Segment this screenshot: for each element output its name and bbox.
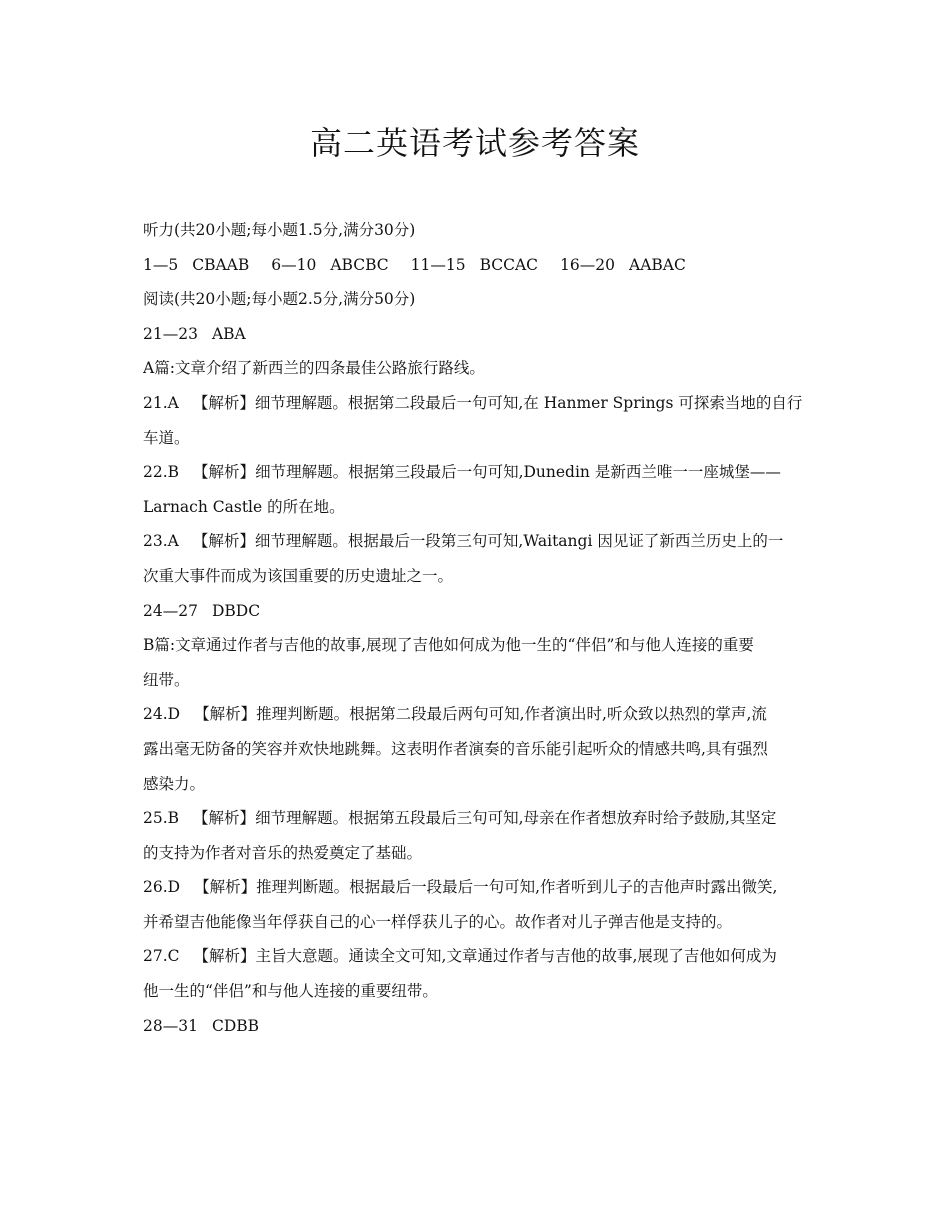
question-number: 21.A: [143, 393, 179, 412]
answer-key: CDBB: [211, 1016, 260, 1035]
question-number: 27.C: [143, 947, 180, 966]
question-24-line-3: 感染力。: [143, 774, 206, 793]
answer-group-28-31: [143, 1009, 813, 1044]
question-number: 23.A: [143, 532, 179, 551]
answer-range: 6—10: [271, 255, 317, 274]
reading-header: 阅读(共20小题;每小题2.5分,满分50分): [143, 290, 416, 309]
question-23-line-2: 次重大事件而成为该国重要的历史遗址之一。: [143, 566, 454, 585]
answer-key: AABAC: [629, 255, 686, 274]
answer-key: CBAAB: [192, 255, 250, 274]
answer-range: 1—5: [143, 255, 179, 274]
page-title: 高二英语考试参考答案: [309, 124, 640, 162]
question-21-line-2: 车道。: [143, 428, 190, 447]
answer-group-21-23: [143, 317, 813, 352]
answer-key: ABCBC: [330, 255, 389, 274]
question-21-line-1: [143, 386, 813, 421]
question-number: 24.D: [143, 705, 181, 724]
question-26-line-2: 并希望吉他能像当年俘获自己的心一样俘获儿子的心。故作者对儿子弹吉他是支持的。: [143, 912, 733, 931]
question-25-line-1: [143, 801, 813, 836]
answer-content: [143, 213, 813, 1043]
question-26-line-1: [143, 870, 813, 905]
analysis-tag: 【解析】: [192, 532, 255, 551]
answer-range: 28—31: [143, 1016, 198, 1035]
answer-key: BCCAC: [479, 255, 539, 274]
answer-key: DBDC: [211, 601, 261, 620]
passage-a-summary: A篇:文章介绍了新西兰的四条最佳公路旅行路线。: [143, 359, 485, 378]
analysis-text: 主旨大意题。通读全文可知,文章通过作者与吉他的故事,展现了吉他如何成为: [255, 947, 777, 966]
answer-range: 11—15: [410, 255, 466, 274]
question-27-line-1: [143, 939, 813, 974]
question-23-line-1: [143, 524, 813, 559]
answer-group-24-27: [143, 594, 813, 629]
analysis-text: 细节理解题。根据第五段最后三句可知,母亲在作者想放弃时给予鼓励,其坚定: [255, 809, 777, 828]
answer-range: 24—27: [143, 601, 198, 620]
listening-header: 听力(共20小题;每小题1.5分,满分30分): [143, 221, 416, 239]
question-22-line-1: [143, 455, 813, 490]
question-number: 22.B: [143, 463, 180, 482]
analysis-text: 推理判断题。根据最后一段最后一句可知,作者听到儿子的吉他声时露出微笑,: [256, 878, 778, 897]
passage-b-summary-line-2: 纽带。: [143, 670, 190, 689]
question-25-line-2: 的支持为作者对音乐的热爱奠定了基础。: [143, 843, 423, 862]
analysis-tag: 【解析】: [194, 878, 257, 897]
listening-answers: [143, 248, 813, 283]
answer-key: ABA: [211, 324, 246, 343]
analysis-tag: 【解析】: [193, 809, 256, 828]
question-number: 26.D: [143, 878, 181, 897]
analysis-text: 细节理解题。根据第二段最后一句可知,在 Hanmer Springs 可探索当地的自行: [254, 393, 803, 412]
question-27-line-2: 他一生的“伴侣”和与他人连接的重要纽带。: [143, 982, 438, 1001]
question-24-line-1: [143, 697, 813, 732]
analysis-text: 细节理解题。根据第三段最后一句可知,Dunedin 是新西兰唯一一座城堡——: [255, 463, 781, 482]
passage-b-summary-line-1: B篇:文章通过作者与吉他的故事,展现了吉他如何成为他一生的“伴侣”和与他人连接的重要: [143, 636, 754, 655]
question-number: 25.B: [143, 809, 180, 828]
analysis-tag: 【解析】: [193, 947, 256, 966]
analysis-text: 推理判断题。根据第二段最后两句可知,作者演出时,听众致以热烈的掌声,流: [256, 705, 767, 724]
answer-range: 16—20: [560, 255, 615, 274]
answer-range: 21—23: [143, 324, 198, 343]
analysis-tag: 【解析】: [194, 705, 257, 724]
analysis-tag: 【解析】: [193, 463, 256, 482]
analysis-text: 细节理解题。根据最后一段第三句可知,Waitangi 因见证了新西兰历史上的一: [254, 532, 784, 551]
question-22-line-2: Larnach Castle 的所在地。: [143, 497, 345, 516]
analysis-tag: 【解析】: [192, 393, 255, 412]
question-24-line-2: 露出毫无防备的笑容并欢快地跳舞。这表明作者演奏的音乐能引起听众的情感共鸣,具有强烈: [143, 739, 768, 758]
